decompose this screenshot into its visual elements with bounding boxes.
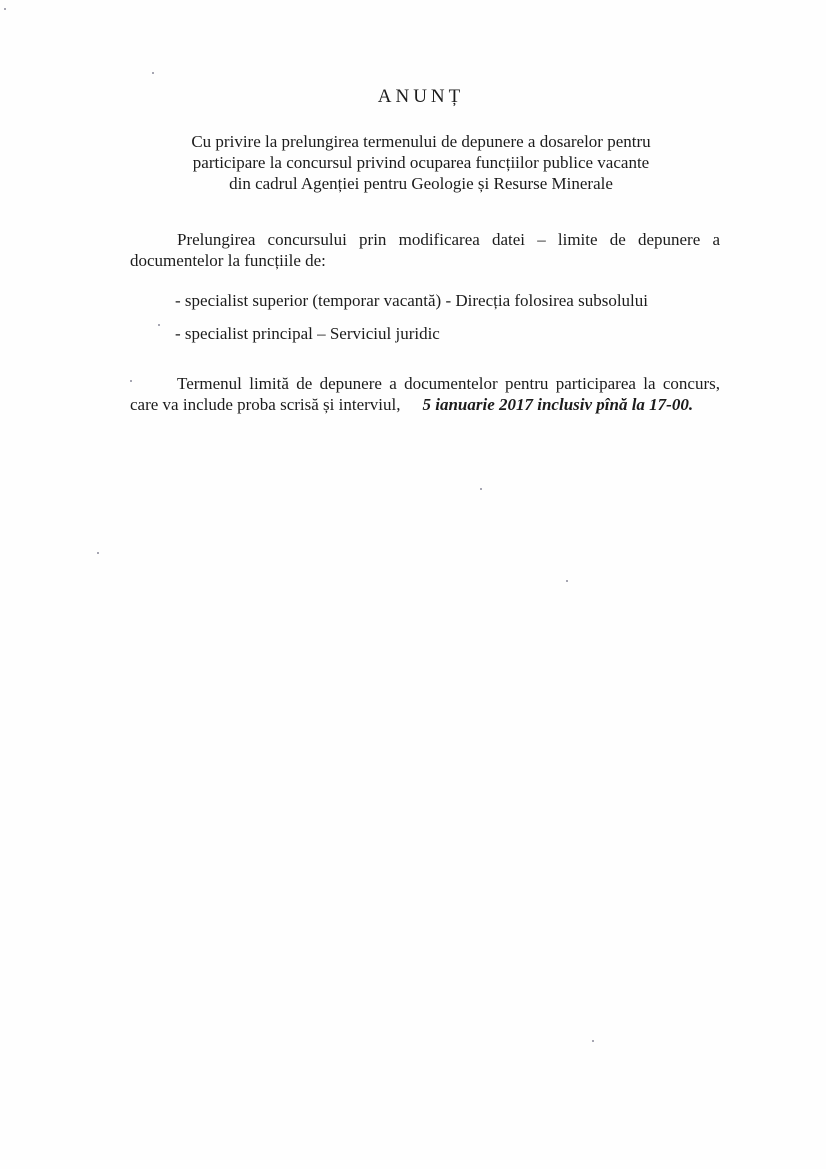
scan-speck xyxy=(566,580,568,582)
scan-speck xyxy=(97,552,99,554)
position-item: - specialist principal – Serviciul juridic xyxy=(175,324,440,343)
scan-speck xyxy=(4,8,6,10)
subtitle-line: din cadrul Agenției pentru Geologie și Resurse Minerale xyxy=(229,174,613,193)
scan-speck xyxy=(152,72,154,74)
subtitle-line: participare la concursul privind ocuparea funcțiilor publice vacante xyxy=(192,153,650,172)
scan-speck xyxy=(480,488,482,490)
deadline-paragraph xyxy=(130,373,720,415)
scan-speck xyxy=(130,380,132,382)
document-title: ANUNȚ xyxy=(377,86,465,107)
subtitle-line: Cu privire la prelungirea termenului de depunere a dosarelor pentru xyxy=(191,132,651,151)
position-item: - specialist superior (temporar vacantă) - Direcția folosirea subsolului xyxy=(175,291,648,310)
scan-speck xyxy=(158,324,160,326)
deadline-date: 5 ianuarie 2017 inclusiv pînă la 17-00. xyxy=(422,395,694,414)
deadline-text: Termenul limită de depunere a documentelor pentru participarea la concurs, care va include proba scrisă și interviul, xyxy=(130,374,720,414)
scan-speck xyxy=(592,1040,594,1042)
document-subtitle xyxy=(0,131,826,194)
extension-paragraph: Prelungirea concursului prin modificarea datei – limite de depunere a documentelor la funcțiile de: xyxy=(130,230,720,270)
